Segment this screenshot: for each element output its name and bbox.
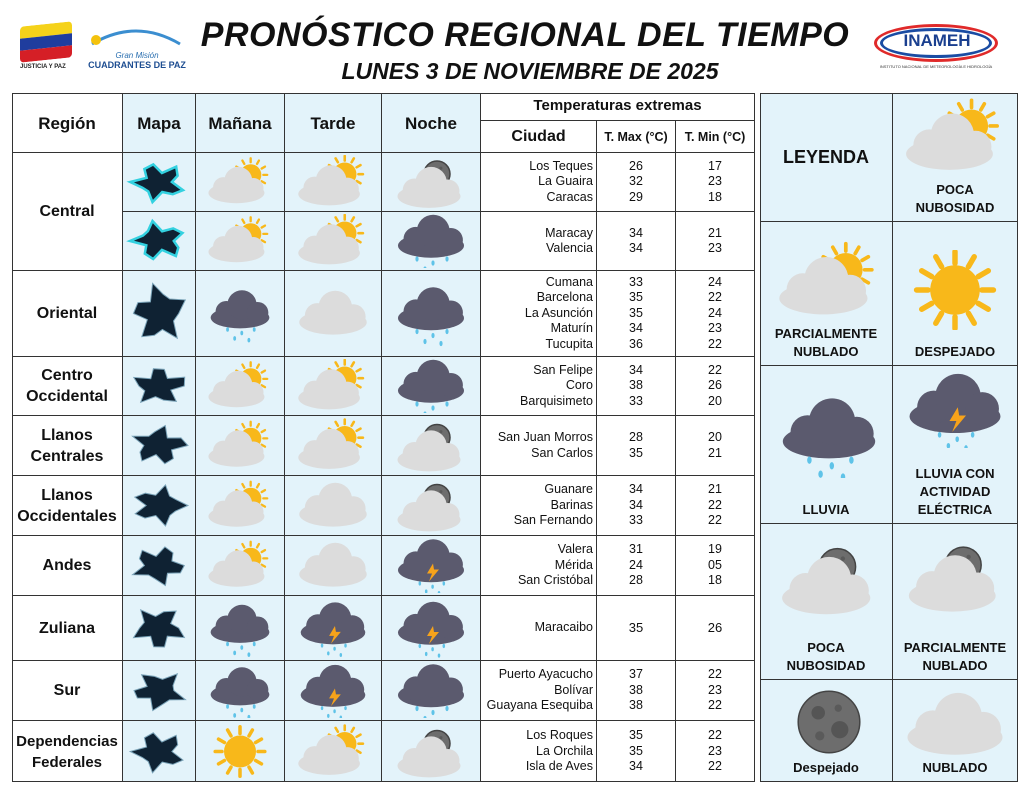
tmax-list: 31 24 28 — [629, 542, 643, 588]
tmin-list: 22 23 22 — [708, 728, 722, 774]
city-list: Maracaibo — [534, 620, 593, 635]
tmin-list: 24 22 24 23 22 — [708, 274, 722, 351]
cloudy-icon — [893, 690, 1017, 760]
city-list: Cumana Barcelona La Asunción Maturín Tucupita — [524, 274, 593, 351]
moon-icon — [766, 683, 892, 761]
city-list: Maracay Valencia — [545, 225, 593, 255]
legend-label: LLUVIA CON ACTIVIDAD ELÉCTRICA — [915, 466, 995, 517]
region-map-icon — [124, 156, 194, 208]
legend-label: POCA NUBOSIDAD — [786, 640, 866, 673]
rain-cloud-icon — [386, 214, 476, 268]
tmax-list: 34 34 — [629, 225, 643, 255]
tmax-list: 37 38 38 — [629, 667, 643, 713]
tmin-list: 21 23 — [708, 225, 722, 255]
region-map-icon — [124, 274, 194, 353]
tmax-list: 35 — [628, 620, 644, 636]
tmax-list: 34 38 33 — [629, 362, 643, 408]
legend-label: LLUVIA — [802, 502, 850, 517]
forecast-date: LUNES 3 DE NOVIEMBRE DE 2025 — [341, 58, 719, 84]
cloudy-icon — [289, 273, 377, 354]
inameh-text: INAMEH — [903, 31, 971, 50]
sun-icon — [200, 723, 280, 780]
moon-cloud-icon — [893, 536, 1017, 616]
city-list: Guanare Barinas San Fernando — [513, 482, 593, 528]
cloudy-icon — [289, 478, 377, 533]
rain-cloud-icon — [386, 273, 476, 354]
tmax-list: 35 35 34 — [629, 728, 643, 774]
partly-cloudy-sun-icon — [200, 214, 280, 268]
city-list: San Juan Morros San Carlos — [497, 430, 593, 460]
region-label: Centro Occidental — [26, 367, 108, 405]
legend-label: PARCIALMENTE NUBLADO — [774, 326, 878, 359]
city-list: Los Teques La Guaira Caracas — [529, 158, 593, 204]
region-map-icon — [124, 724, 194, 779]
rain-cloud-icon — [200, 598, 280, 658]
logo-caption: JUSTICIA Y PAZ — [20, 64, 66, 70]
storm-cloud-icon — [386, 538, 476, 593]
region-map-icon — [124, 599, 194, 657]
storm-cloud-icon — [893, 372, 1017, 448]
region-label: Dependencias Federales — [16, 732, 118, 771]
partly-cloudy-sun-icon — [289, 359, 377, 413]
partly-cloudy-sun-icon — [200, 538, 280, 593]
region-map-icon — [124, 215, 194, 267]
col-header-night: Noche — [405, 114, 457, 133]
tmin-list: 22 26 20 — [708, 362, 722, 408]
rain-cloud-icon — [386, 663, 476, 718]
tmax-list: 28 35 — [629, 430, 643, 460]
region-map-icon — [124, 360, 194, 412]
storm-cloud-icon — [386, 598, 476, 658]
region-label: Sur — [53, 682, 81, 699]
partly-cloudy-sun-icon — [766, 238, 892, 324]
col-header-region: Región — [38, 114, 96, 133]
partly-cloudy-sun-icon — [200, 418, 280, 473]
moon-cloud-icon — [386, 155, 476, 209]
storm-cloud-icon — [289, 663, 377, 718]
partly-cloudy-sun-icon — [289, 214, 377, 268]
col-header-afternoon: Tarde — [310, 114, 356, 133]
tmin-list: 17 23 18 — [708, 158, 722, 204]
page-title: PRONÓSTICO REGIONAL DEL TIEMPO — [200, 16, 850, 54]
col-header-city: Ciudad — [511, 128, 566, 145]
col-header-tmin: T. Min (°C) — [684, 130, 746, 144]
region-map-icon — [124, 664, 194, 717]
mision-line2: CUADRANTES DE PAZ — [88, 60, 186, 70]
partly-cloudy-sun-icon — [289, 418, 377, 473]
moon-cloud-small-icon — [766, 536, 892, 620]
tmin-list: 26 — [707, 620, 723, 636]
rain-cloud-icon — [200, 273, 280, 354]
legend-label: Despejado — [793, 760, 859, 775]
partly-cloudy-sun-icon — [289, 723, 377, 780]
region-label: Oriental — [36, 305, 98, 322]
tmin-list: 19 05 18 — [708, 542, 722, 588]
tmax-list: 34 34 33 — [629, 482, 643, 528]
col-header-temps: Temperaturas extremas — [533, 97, 702, 114]
tmin-list: 20 21 — [708, 430, 722, 460]
partly-cloudy-sun-icon — [289, 155, 377, 209]
region-label: Zuliana — [38, 619, 95, 637]
col-header-tmax: T. Max (°C) — [604, 130, 668, 144]
city-list: Los Roques La Orchila Isla de Aves — [525, 728, 593, 774]
partly-cloudy-sun-icon — [200, 478, 280, 533]
storm-cloud-icon — [289, 598, 377, 658]
region-map-icon — [124, 419, 194, 472]
mision-line1: Gran Misión — [115, 51, 159, 60]
rain-cloud-icon — [200, 663, 280, 718]
city-list: Valera Mérida San Cristóbal — [517, 542, 593, 588]
region-map-icon — [124, 539, 194, 592]
region-label: Andes — [42, 557, 92, 574]
tmin-list: 22 23 22 — [708, 667, 722, 713]
legend-label: POCA NUBOSIDAD — [915, 182, 995, 215]
region-label: Llanos Centrales — [30, 426, 104, 465]
legend-label: NUBLADO — [922, 760, 988, 775]
moon-cloud-icon — [386, 723, 476, 780]
rain-cloud-icon — [386, 359, 476, 413]
region-label: Central — [39, 203, 95, 220]
legend-label: PARCIALMENTE NUBLADO — [903, 640, 1007, 673]
city-list: Puerto Ayacucho Bolívar Guayana Esequiba — [486, 667, 593, 713]
col-header-map: Mapa — [137, 114, 181, 133]
region-label: Llanos Occidentales — [17, 486, 117, 525]
tmax-list: 26 32 29 — [629, 158, 643, 204]
cloudy-icon — [289, 538, 377, 593]
partly-cloudy-sun-small-icon — [893, 98, 1017, 176]
legend-title: LEYENDA — [782, 147, 869, 167]
rain-cloud-icon — [766, 392, 892, 478]
inameh-subtext: INSTITUTO NACIONAL DE METEOROLOGÍA E HIDROLOGÍA — [879, 64, 993, 69]
legend-label: DESPEJADO — [914, 344, 996, 359]
sun-icon — [893, 250, 1017, 330]
moon-cloud-icon — [386, 478, 476, 533]
moon-cloud-icon — [386, 418, 476, 473]
col-header-morning: Mañana — [208, 114, 272, 133]
tmin-list: 21 22 22 — [708, 482, 722, 528]
region-map-icon — [124, 479, 194, 532]
tmax-list: 33 35 35 34 36 — [629, 274, 643, 351]
city-list: San Felipe Coro Barquisimeto — [520, 362, 593, 408]
partly-cloudy-sun-icon — [200, 155, 280, 209]
partly-cloudy-sun-icon — [200, 359, 280, 413]
